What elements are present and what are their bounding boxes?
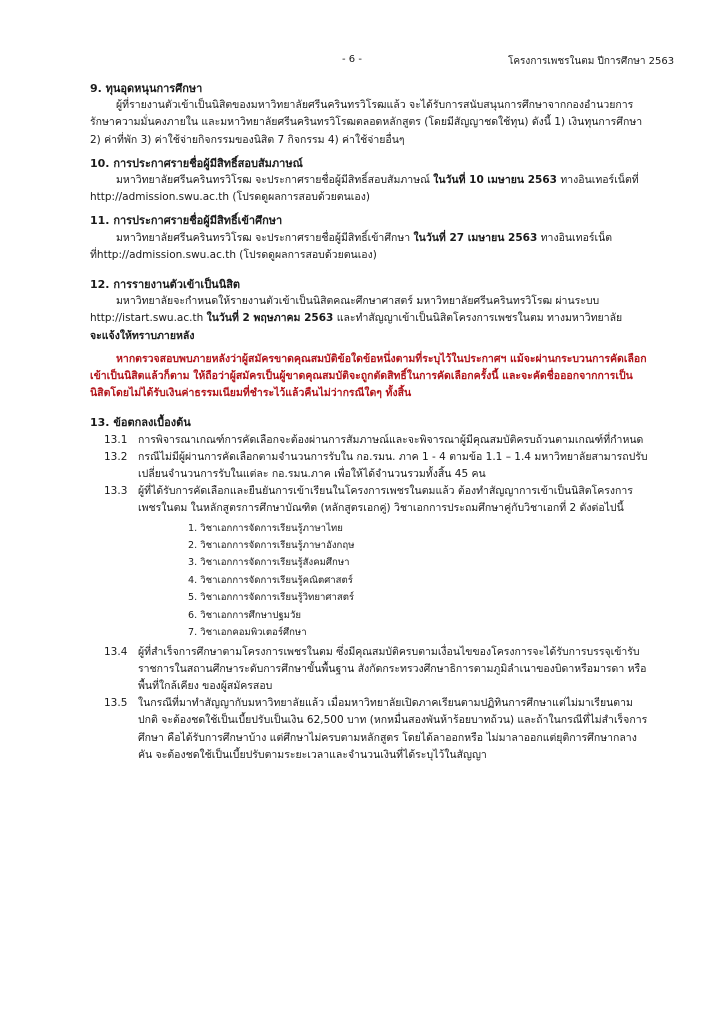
section-12-text: มหาวิทยาลัยจะกำหนดให้รายงานตัวเข้าเป็นนิสิตคณะศึกษาศาสตร์ มหาวิทยาลัยศรีนครินทรวิโรฒ ผ่านระบบ http://istart.swu.ac.th ในวันที่ 2 พฤษภาคม 2563 และทำสัญญาเข้าเป็นนิสิตโครงการเพชรในตม ทางมหาวิทยาลัย จะแจ้งให้ทราบภายหลัง xyxy=(90,295,623,342)
section-10-date: ในวันที่ 10 เมษายน 2563 xyxy=(433,174,557,187)
section-12-notice: จะแจ้งให้ทราบภายหลัง xyxy=(90,329,195,342)
list-item: 13.1 การพิจารณาเกณฑ์การคัดเลือกจะต้องผ่านการสัมภาษณ์และจะพิจารณาผู้มีคุณสมบัติครบถ้วนตามเกณฑ์ที่กำหนด xyxy=(104,433,644,446)
major-item: 1. วิชาเอกการจัดการเรียนรู้ภาษาไทย xyxy=(188,522,343,534)
section-11-date: ในวันที่ 27 เมษายน 2563 xyxy=(413,231,538,244)
page-number: - 6 - xyxy=(342,54,362,65)
major-item: 4. วิชาเอกการจัดการเรียนรู้คณิตศาสตร์ xyxy=(188,574,353,586)
major-item: 7. วิชาเอกคอมพิวเตอร์ศึกษา xyxy=(188,627,307,639)
list-item: 13.4 ผู้ที่สำเร็จการศึกษาตามโครงการเพชรในตม ซึ่งมีคุณสมบัติครบตามเงื่อนไขของโครงการจะได้รับการบรรจุเข้ารับราชการในสถานศึกษาระดับการศึกษาขั้นพื้นฐาน สังกัดกระทรวงศึกษาธิการตามภูมิลำเนาของบิดาหรือมารดา หรือพื้นที่ใกล้เคียง ของผู้สมัครสอบ xyxy=(104,645,647,692)
section-11-heading: 11. การประกาศรายชื่อผู้มีสิทธิ์เข้าศึกษา xyxy=(90,214,283,228)
major-list xyxy=(90,520,650,642)
list-item: 13.5 ในกรณีที่มาทำสัญญากับมหาวิทยาลัยแล้ว เมื่อมหาวิทยาลัยเปิดภาคเรียนตามปฏิทินการศึกษาแต่ไม่มาเรียนตามปกติ จะต้องชดใช้เป็นเบี้ยปรับเป็นเงิน 62,500 บาท (หกหมื่นสองพันห้าร้อยบาทถ้วน) และถ้าในกรณีที่ไม่สำเร็จการศึกษา คือได้รับการศึกษาบ้าง แต่ศึกษาไม่ครบตามหลักสูตร โดยได้ลาออกหรือ ไม่มาลาออกแต่ยุติการศึกษากลางคัน จะต้องชดใช้เป็นเบี้ยปรับตามระยะเวลาและจำนวนเงินที่ได้ระบุไว้ในสัญญา xyxy=(104,697,648,761)
section-11-text: มหาวิทยาลัยศรีนครินทรวิโรฒ จะประกาศรายชื่อผู้มีสิทธิ์เข้าศึกษา ในวันที่ 27 เมษายน 2563 ทางอินเทอร์เน็ตที่http://admission.swu.ac.th (โปรดดูผลการสอบด้วยตนเอง) xyxy=(90,231,613,261)
list-item: 13.2 กรณีไม่มีผู้ผ่านการคัดเลือกตามจำนวนการรับใน กอ.รมน. ภาค 1 - 4 ตามข้อ 1.1 – 1.4 มหาวิทยาลัยสามารถปรับเปลี่ยนจำนวนการรับในแต่ละ กอ.รมน.ภาค เพื่อให้ได้จำนวนรวมทั้งสิ้น 45 คน xyxy=(104,450,648,481)
section-10-heading: 10. การประกาศรายชื่อผู้มีสิทธิ์สอบสัมภาษณ์ xyxy=(90,156,303,170)
disqualification-warning: หากตรวจสอบพบภายหลังว่าผู้สมัครขาดคุณสมบัติข้อใดข้อหนึ่งตามที่ระบุไว้ในประกาศฯ แม้จะผ่านกระบวนการคัดเลือกเข้าเป็นนิสิตแล้วก็ตาม ให้ถือว่าผู้สมัครเป็นผู้ขาดคุณสมบัติจะถูกตัดสิทธิ์ในการคัดเลือกครั้งนี้ และจะคัดชื่อออกจากการเป็นนิสิตโดยไม่ได้รับเงินค่าธรรมเนียมที่ชำระไว้แล้วคืนไม่ว่ากรณีใดๆ ทั้งสิ้น xyxy=(90,352,647,400)
major-item: 5. วิชาเอกการจัดการเรียนรู้วิทยาศาสตร์ xyxy=(188,592,355,604)
section-9-text: ผู้ที่รายงานตัวเข้าเป็นนิสิตของมหาวิทยาลัยศรีนครินทรวิโรฒแล้ว จะได้รับการสนับสนุนการศึกษาจากกองอำนวยการรักษาความมั่นคงภายใน และมหาวิทยาลัยศรีนครินทรวิโรฒตลอดหลักสูตร (โดยมีสัญญาชดใช้ทุน) ดังนี้ 1) เงินทุนการศึกษา 2) ค่าที่พัก 3) ค่าใช้จ่ายกิจกรรมของนิสิต 7 กิจกรรม 4) ค่าใช้จ่ายอื่นๆ xyxy=(90,99,643,146)
section-9-heading: 9. ทุนอุดหนุนการศึกษา xyxy=(90,82,203,95)
major-item: 6. วิชาเอกการศึกษาปฐมวัย xyxy=(188,609,302,621)
section-10-text: มหาวิทยาลัยศรีนครินทรวิโรฒ จะประกาศรายชื่อผู้มีสิทธิ์สอบสัมภาษณ์ ในวันที่ 10 เมษายน 2563 ทางอินเทอร์เน็ตที่ http://admission.swu.ac.th (โปรดดูผลการสอบด้วยตนเอง) xyxy=(90,174,639,204)
document-body xyxy=(90,80,650,764)
running-header: โครงการเพชรในตม ปีการศึกษา 2563 xyxy=(508,56,675,67)
major-item: 3. วิชาเอกการจัดการเรียนรู้สังคมศึกษา xyxy=(188,557,350,569)
major-item: 2. วิชาเอกการจัดการเรียนรู้ภาษาอังกฤษ xyxy=(188,540,355,552)
section-12-heading: 12. การรายงานตัวเข้าเป็นนิสิต xyxy=(90,278,241,292)
list-item: 13.3 ผู้ที่ได้รับการคัดเลือกและยืนยันการเข้าเรียนในโครงการเพชรในตมแล้ว ต้องทำสัญญาการเข้าเป็นนิสิตโครงการเพชรในตม ในหลักสูตรการศึกษาบัณฑิต (หลักสูตรเอกคู่) วิชาเอกการประถมศึกษาคู่กับวิชาเอกที่ 2 ดังต่อไปนี้ xyxy=(104,485,633,515)
section-12-date: ในวันที่ 2 พฤษภาคม 2563 xyxy=(206,312,334,325)
section-13-heading: 13. ข้อตกลงเบื้องต้น xyxy=(90,416,191,430)
